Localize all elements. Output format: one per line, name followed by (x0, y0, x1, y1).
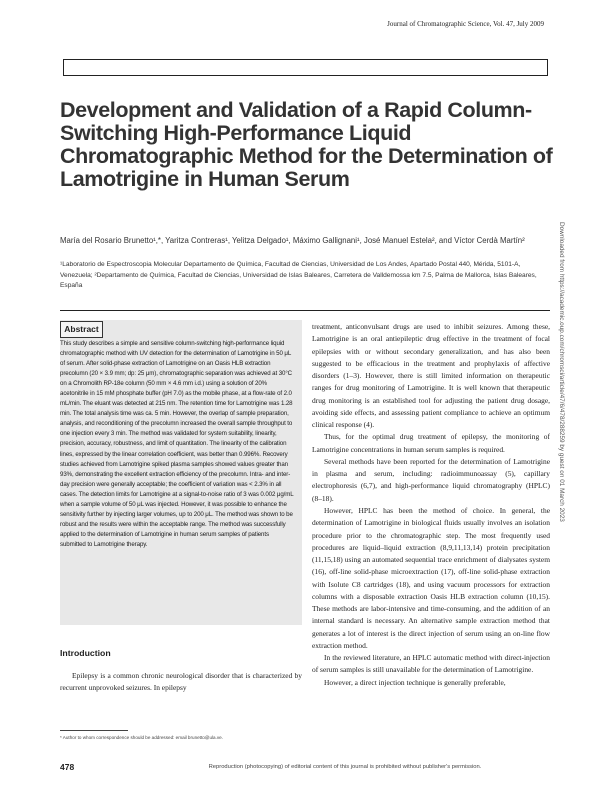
header-rule (60, 310, 550, 311)
header-box (63, 59, 548, 76)
page-number: 478 (60, 762, 75, 772)
paragraph: Thus, for the optimal drug treatment of epilepsy, the monitoring of Lamotrigine concentrations in human serum samples is required. (312, 432, 550, 454)
paragraph: However, a direct injection technique is generally preferable, (324, 677, 506, 687)
paragraph: treatment, anticonvulsant drugs are used to inhibit seizures. Among these, Lamotrigine is an oral antiepileptic drug effective in the treatment of focal epilepsies with or without secondary generalization, and has also been suggested to be efficacious in the treatment and prophylaxis of affective disorders (1–3). However, there is still limited information on therapeutic ranges for drug monitoring of Lamotrigine. It is well known that therapeutic drug monitoring is an established tool for adjusting the patient drug dosage, avoiding side effects, and assessing patient compliance to achieve an optimum clinical response (4). (312, 322, 550, 430)
introduction-text: Epilepsy is a common chronic neurological disorder that is characterized by recurrent unprovoked seizures. In epilepsy (60, 671, 302, 693)
author-list: María del Rosario Brunetto¹,*, Yaritza Contreras¹, Yelitza Delgado¹, Máximo Gallignani¹, José Manuel Estela², and Víctor Cerdà Martín² (60, 236, 525, 245)
paragraph: Several methods have been reported for the determination of Lamotrigine in plasma and serum, including: radioimmunoassay (5), capillary electrophoresis (6,7), and high-performance liquid chromatography (HPLC) (8–18). (312, 456, 550, 503)
abstract-label: Abstract (60, 321, 103, 338)
affiliations: ¹Laboratorio de Espectroscopia Molecular Departamento de Química, Facultad de Ciencias, Universidad de Los Andes, Apartado Postal 440, Mérida, 5101-A, Venezuela; ²Departamento de Química, Facultad de Ciencias, Universidad de Islas Baleares, Carretera de Valldemossa km 7.5, Palma de Mallorca, Islas Baleares, España (60, 261, 537, 289)
abstract-text: This study describes a simple and sensitive column-switching high-performance liquid chromatographic method with UV detection for the determination of Lamotrigine in 50 μL of serum. After solid-phase extraction of Lamotrigine on an Oasis HLB extraction precolumn (20 × 3.9 mm; dp: 25 μm), chromatographic separation was achieved at 30°C on a Chromolith RP-18e column (50 mm × 4.6 mm i.d.) using a solution of 20% acetonitrile in 15 mM phosphate buffer (pH 7.0) as the mobile phase, at a flow-rate of 2.0 mL/min. The eluant was detected at 215 nm. The retention time for Lamotrigine was 1.28 min. The total analysis time was ca. 5 min. However, the overlap of sample preparation, analysis, and reconditioning of the precolumn increased the overall sample throughput to one injection every 3 min. The method was validated for system suitability, linearity, precision, accuracy, robustness, and limit of quantitation. The linearity of the calibration lines, expressed by the linear correlation coefficient, was better than 0.996%. Recovery studies achieved from Lamotrigine spiked plasma samples showed values greater than 93%, demonstrating the excellent extraction efficiency of the precolumn. Intra- and inter-day precision were generally acceptable; the coefficient of variation was < 2.3% in all cases. The detection limits for Lamotrigine at a signal-to-noise ratio of 3 was 0.002 μg/mL when a sample volume of 50 μL was injected. However, it was possible to enhance the sensitivity further by injecting larger volumes, up to 200 μL. The method was shown to be robust and the results were within the acceptable range. The method was successfully applied to the determination of Lamotrigine in human serum samples of patients submitted to Lamotrigine therapy. (60, 340, 294, 548)
footnote-rule (60, 730, 128, 731)
footnote: * Author to whom correspondence should be addressed: email brunetto@ula.ve. (60, 735, 223, 740)
right-column (312, 321, 550, 689)
reproduction-note: Reproduction (photocopying) of editorial content of this journal is prohibited without publisher's permission. (208, 764, 482, 770)
article-title: Development and Validation of a Rapid Column-Switching High-Performance Liquid Chromatographic Method for the Determination of Lamotrigine in Human Serum (60, 98, 553, 191)
paragraph: In the reviewed literature, an HPLC automatic method with direct-injection of serum samples is still unavailable for the determination of Lamotrigine. (312, 653, 550, 675)
download-watermark: Downloaded from https://academic.oup.com/chromsci/article/47/6/478/288259 by guest on 01 March 2023 (558, 222, 565, 522)
paragraph: However, HPLC has been the method of choice. In general, the determination of Lamotrigine in biological fluids usually involves an isolation procedure prior to the chromatographic step. The most frequently used procedures are liquid–liquid extraction (8,9,11,13,14) protein precipitation (11,15,18) using an automated sequential trace enrichment of dialysates system (16), off-line solid-phase microextraction (17), off-line solid-phase extraction with Isolute C8 cartridges (18), and using vacuum processors for extraction columns with a disposable extraction Oasis HLB extraction column (10,15). These methods are labor-intensive and time-consuming, and the addition of an internal standard is necessary. An alternative sample extraction method that generates a lot of interest is the direct injection of serum using an on-line flow extraction method. (312, 505, 550, 650)
introduction-heading: Introduction (60, 648, 111, 658)
journal-header: Journal of Chromatographic Science, Vol. 47, July 2009 (387, 20, 544, 28)
